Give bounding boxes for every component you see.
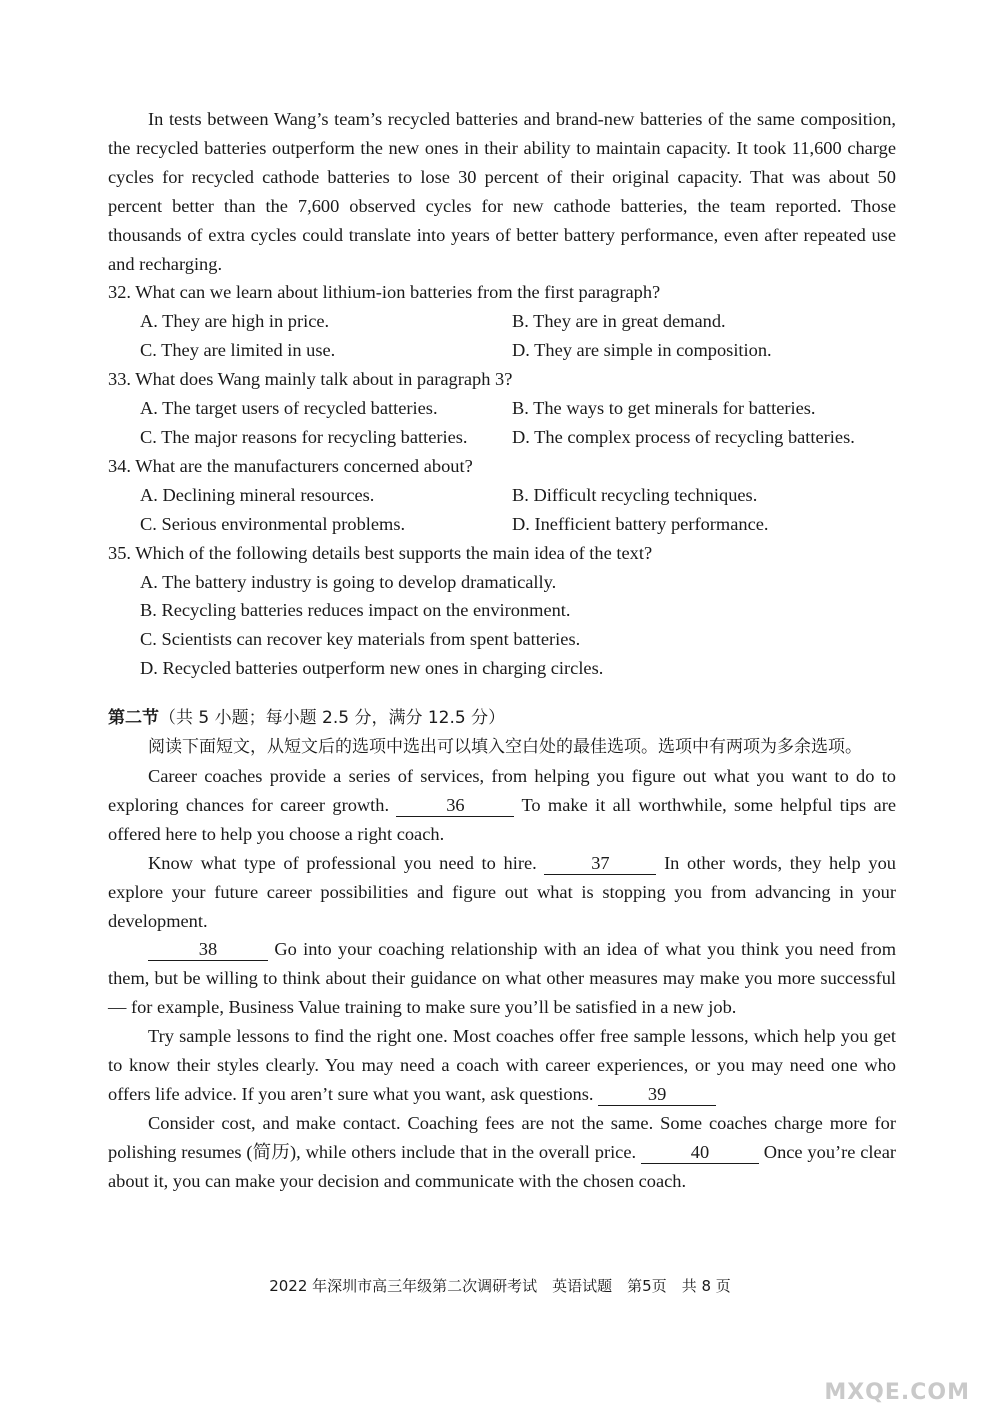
blank-39: 39 — [598, 1083, 716, 1106]
option-b: B. Recycling batteries reduces impact on the environment. — [140, 600, 571, 621]
question-34 — [108, 452, 896, 539]
option-d: D. Inefficient battery performance. — [512, 513, 769, 534]
option-b: B. The ways to get minerals for batteries. — [512, 398, 816, 419]
option-a: A. They are high in price. — [140, 311, 330, 332]
option-d: D. They are simple in composition. — [512, 340, 772, 361]
exam-page — [108, 105, 896, 1196]
option-c: C. The major reasons for recycling batteries. — [140, 426, 468, 447]
watermark-logo: MXQE.COM — [824, 1380, 970, 1405]
section-heading — [108, 703, 896, 733]
question-32 — [108, 278, 896, 365]
cloze-paragraph-1: Career coaches provide a series of services, from helping you figure out what you want to do to exploring chances for career growth. 36 To make it all worthwhile, some helpful tips are offered here to help you choose a right coach. — [108, 766, 896, 844]
blank-40: 40 — [641, 1141, 759, 1164]
section-title: 第二节 — [108, 708, 159, 729]
section-instruction: 阅读下面短文，从短文后的选项中选出可以填入空白处的最佳选项。选项中有两项为多余选项。 — [148, 737, 862, 758]
option-c: C. Serious environmental problems. — [140, 513, 406, 534]
option-b: B. They are in great demand. — [512, 311, 726, 332]
option-b: B. Difficult recycling techniques. — [512, 484, 758, 505]
question-stem: 33. What does Wang mainly talk about in paragraph 3? — [108, 369, 513, 390]
option-c: C. They are limited in use. — [140, 340, 336, 361]
question-33 — [108, 365, 896, 452]
option-a: A. The battery industry is going to develop dramatically. — [140, 571, 557, 592]
blank-37: 37 — [544, 852, 656, 875]
blank-38: 38 — [148, 938, 268, 961]
cloze-paragraph-2: Know what type of professional you need to hire. 37 In other words, they help you explore your future career possibilities and figure out what is stopping you from advancing in your development. — [108, 852, 896, 931]
question-stem: 32. What can we learn about lithium-ion batteries from the first paragraph? — [108, 282, 661, 303]
cloze-paragraph-4: Try sample lessons to find the right one. Most coaches offer free sample lessons, which help you get to know their styles clearly. You may need a coach with career experiences, or you may need one who offers life advice. If you aren’t sure what you want, ask questions. 39 — [108, 1026, 896, 1104]
page-footer: 2022 年深圳市高三年级第二次调研考试 英语试题 第5页 共 8 页 — [269, 1277, 731, 1295]
option-d: D. The complex process of recycling batteries. — [512, 426, 855, 447]
question-35 — [108, 539, 896, 684]
question-stem: 35. Which of the following details best supports the main idea of the text? — [108, 542, 653, 563]
section-subtitle: （共 5 小题；每小题 2.5 分，满分 12.5 分） — [159, 708, 506, 729]
cloze-paragraph-3: 38 Go into your coaching relationship with an idea of what you think you need from them, but be willing to think about their guidance on what other measures may make you more successful — for example, Business Value training to make sure you’ll be satisfied in a new job. — [108, 939, 896, 1018]
cloze-paragraph-5: Consider cost, and make contact. Coaching fees are not the same. Some coaches charge more for polishing resumes (简历), while others include that in the overall price. 40 Once you’re clear about it, you can make your decision and communicate with the chosen coach. — [108, 1112, 896, 1191]
option-a: A. The target users of recycled batteries. — [140, 398, 438, 419]
option-d: D. Recycled batteries outperform new ones in charging circles. — [140, 658, 604, 679]
question-stem: 34. What are the manufacturers concerned about? — [108, 455, 473, 476]
passage-paragraph: In tests between Wang’s team’s recycled batteries and brand-new batteries of the same composition, the recycled batteries outperform the new ones in their ability to maintain capacity. It took 11,600 charge cycles for recycled cathode batteries to lose 30 percent of their original capacity. That was about 50 percent better than the 7,600 observed cycles for new cathode batteries, the team reported. Those thousands of extra cycles could translate into years of better battery performance, even after repeated use and recharging. — [108, 109, 896, 274]
blank-36: 36 — [396, 794, 514, 817]
option-c: C. Scientists can recover key materials from spent batteries. — [140, 629, 581, 650]
option-a: A. Declining mineral resources. — [140, 484, 375, 505]
